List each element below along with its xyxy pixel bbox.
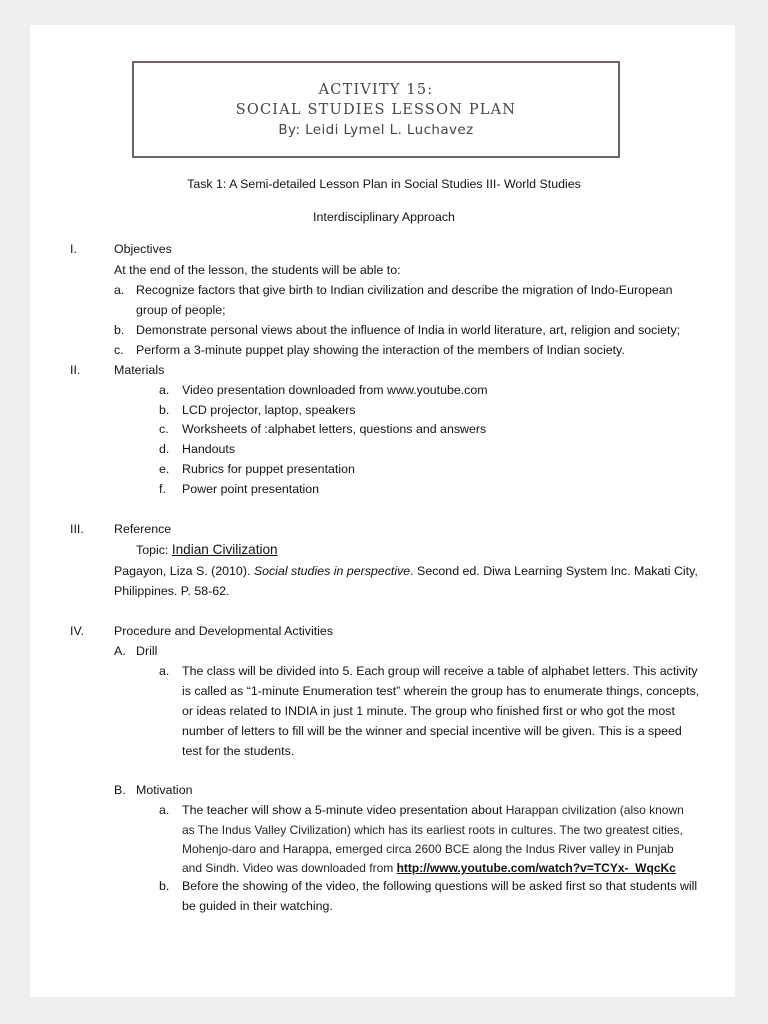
item-label: a. <box>159 803 170 817</box>
drill-text: is called as “1-minute Enumeration test” wherein the group has to enumerate things, concepts, <box>182 684 700 698</box>
author-line: By: Leidi Lymel L. Luchavez <box>278 122 474 138</box>
title-box <box>132 61 620 158</box>
section-number: II. <box>70 363 81 377</box>
item-label: a. <box>159 664 170 678</box>
item-label: d. <box>159 442 170 456</box>
section-number: I. <box>70 242 77 256</box>
item-label: e. <box>159 462 170 476</box>
item-label: c. <box>159 422 169 436</box>
item-label: b. <box>114 323 125 337</box>
material-item: Worksheets of :alphabet letters, questions and answers <box>182 422 487 436</box>
subsection-title: Drill <box>136 644 158 658</box>
section-title: Reference <box>114 522 172 536</box>
activity-title: ACTIVITY 15: <box>318 82 434 98</box>
objectives-intro: At the end of the lesson, the students will be able to: <box>114 263 401 277</box>
objective-text: Perform a 3-minute puppet play showing the interaction of the members of Indian society. <box>136 343 625 357</box>
drill-text: number of letters to fill will be the winner and special incentive will be given. This is a speed <box>182 724 682 738</box>
motivation-text <box>182 802 684 818</box>
objective-text: Demonstrate personal views about the influence of India in world literature, art, religion and society; <box>136 323 681 337</box>
item-label: f. <box>159 482 166 496</box>
motivation-description: Mohenjo-daro and Harappa, emerged circa 2600 BCE along the Indus River valley in Punjab <box>182 842 674 856</box>
item-label: a. <box>159 383 170 397</box>
subsection-title: Motivation <box>136 783 193 797</box>
drill-text: test for the students. <box>182 744 295 758</box>
subsection-label: A. <box>114 644 126 658</box>
section-number: III. <box>70 522 84 536</box>
citation-publisher: . Second ed. Diwa Learning System Inc. Makati City, <box>410 564 698 578</box>
approach-line: Interdisciplinary Approach <box>313 210 455 224</box>
topic-name: Indian Civilization <box>171 542 278 557</box>
material-item: Handouts <box>182 442 236 456</box>
material-item: Rubrics for puppet presentation <box>182 462 355 476</box>
section-title: Procedure and Developmental Activities <box>114 624 334 638</box>
lesson-plan-title: SOCIAL STUDIES LESSON PLAN <box>235 102 517 118</box>
item-label: a. <box>114 283 125 297</box>
item-label: b. <box>159 879 170 893</box>
citation-author: Pagayon, Liza S. (2010). <box>114 564 254 578</box>
motivation-description: as The Indus Valley Civilization) which has its earliest roots in cultures. The two greatest cities, <box>182 823 683 837</box>
citation-line: Philippines. P. 58-62. <box>114 584 230 598</box>
material-item: Power point presentation <box>182 482 320 496</box>
topic-line <box>136 542 278 558</box>
motivation-description <box>182 860 676 876</box>
motivation-lead: The teacher will show a 5-minute video presentation about <box>182 803 506 817</box>
material-item: LCD projector, laptop, speakers <box>182 403 356 417</box>
objective-text: group of people; <box>136 303 226 317</box>
drill-text: or ideas related to INDIA in just 1 minute. The group who finished first or who got the most <box>182 704 675 718</box>
task-line: Task 1: A Semi-detailed Lesson Plan in Social Studies III- World Studies <box>187 177 581 191</box>
item-label: c. <box>114 343 124 357</box>
drill-text: The class will be divided into 5. Each group will receive a table of alphabet letters. This activity <box>182 664 698 678</box>
topic-label: Topic: <box>136 543 169 557</box>
citation-book-title: Social studies in perspective <box>253 564 411 578</box>
download-note: and Sindh. Video was downloaded from <box>182 861 397 875</box>
section-title: Objectives <box>114 242 172 256</box>
youtube-link[interactable]: http://www.youtube.com/watch?v=TCYx-_WqcKc <box>396 861 676 875</box>
item-label: b. <box>159 403 170 417</box>
motivation-text: be guided in their watching. <box>182 899 333 913</box>
citation-line <box>114 563 698 579</box>
objective-text: Recognize factors that give birth to Indian civilization and describe the migration of Indo-European <box>136 283 673 297</box>
material-item: Video presentation downloaded from www.youtube.com <box>182 383 488 397</box>
subsection-label: B. <box>114 783 126 797</box>
section-number: IV. <box>70 624 85 638</box>
motivation-text: Before the showing of the video, the following questions will be asked first so that students will <box>182 879 698 893</box>
section-title: Materials <box>114 363 165 377</box>
motivation-description: Harappan civilization (also known <box>505 803 684 817</box>
